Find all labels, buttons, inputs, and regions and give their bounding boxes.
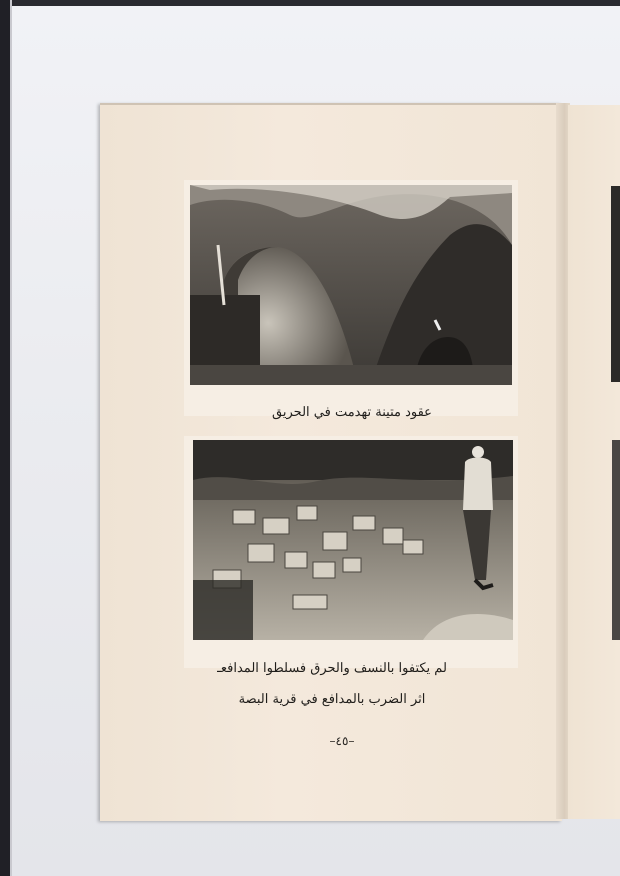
arches-image: [190, 185, 512, 385]
rubble-image: [193, 440, 513, 640]
caption-arches: عقود متينة تهدمت في الحريق: [272, 405, 432, 420]
caption-rubble-line-1: لم يكتفوا بالنسف والحرق فسلطوا المدافع‍ـ: [217, 661, 447, 676]
page-number: [292, 734, 392, 748]
scanner-left-edge: [0, 0, 12, 876]
photo-arches: [190, 185, 512, 385]
photo-rubble: [193, 440, 513, 640]
page-number-text: –٤٥–: [329, 734, 355, 748]
caption-rubble-line-2: اثر الضرب بالمدافع في قرية البصة: [238, 692, 426, 707]
facing-page-photo-edge: [611, 186, 620, 382]
facing-page-photo-edge: [612, 440, 620, 640]
